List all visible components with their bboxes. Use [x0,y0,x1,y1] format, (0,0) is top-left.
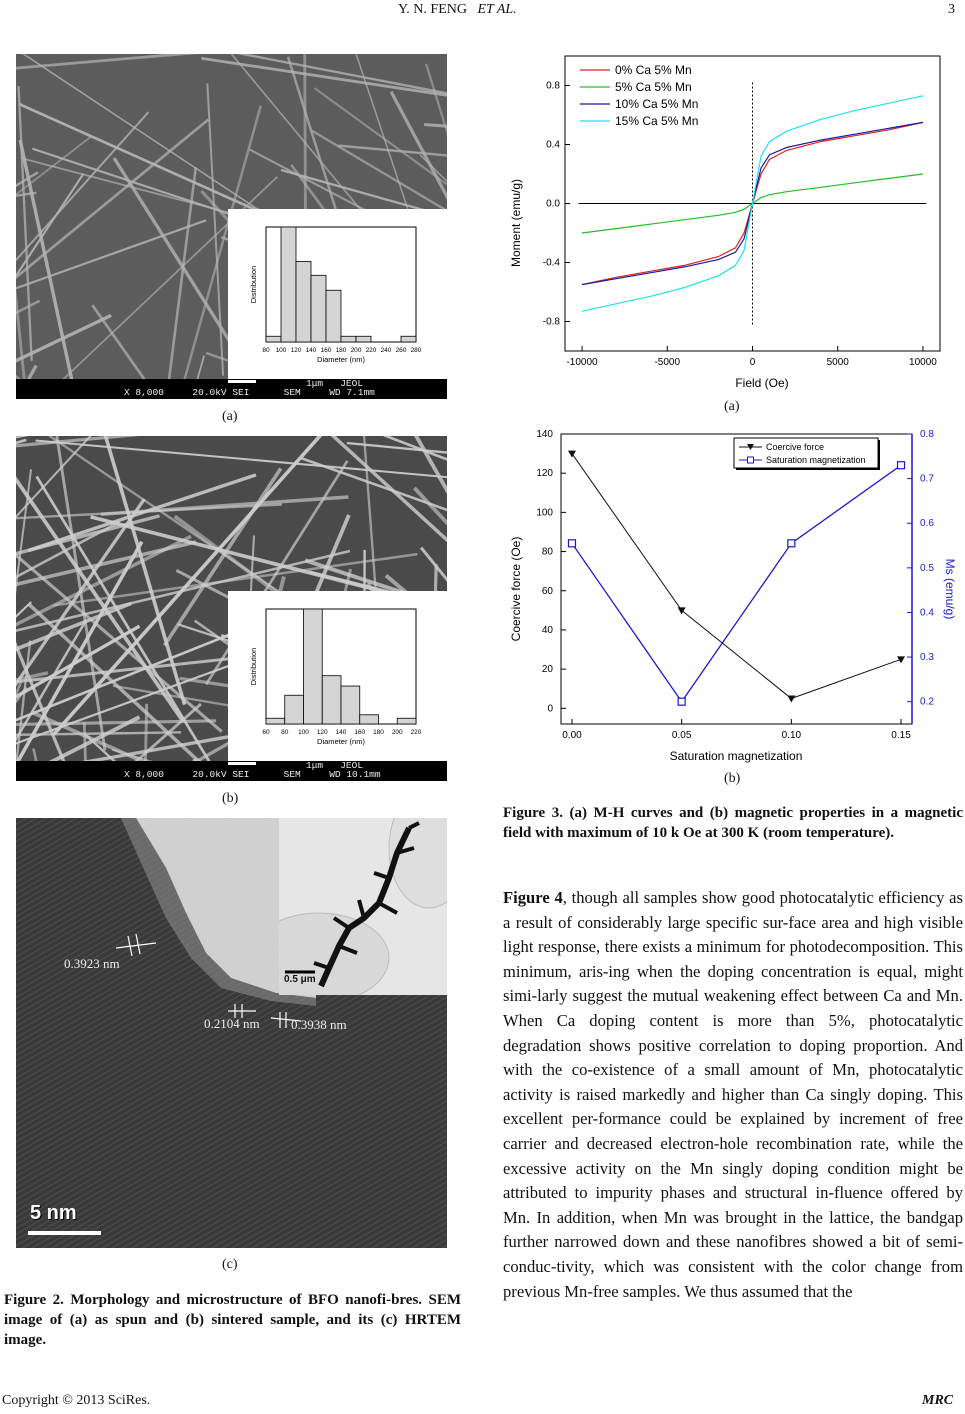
sem-info-bar-a [16,379,447,399]
footer-copyright: Copyright © 2013 SciRes. [2,1393,151,1408]
mp-xtick-label: 0.00 [562,730,582,741]
histogram-xlabel: Diameter (nm) [317,355,365,364]
mh-ytick-label: 0.0 [546,198,560,210]
histogram-tick: 180 [373,729,384,736]
lattice-spacing-3: 0.3938 nm [291,1017,347,1032]
histogram-xlabel: Diameter (nm) [317,737,365,746]
sem-params-b: X 8,000 20.0kV SEI SEM WD 10.1mm [124,769,381,780]
histogram-tick: 140 [335,729,347,736]
tem-inset-scale: 0.5 μm [284,974,316,985]
mp-ytick-label: 40 [541,624,553,636]
mh-legend-label: 10% Ca 5% Mn [615,97,699,111]
mh-legend-label: 5% Ca 5% Mn [615,80,692,94]
sem-image-a [16,54,447,399]
mp-ytick-label: 140 [536,429,553,440]
scale-label-b: 1μm JEOL [306,760,364,771]
histogram-tick: 120 [316,729,328,736]
histogram-inset-b [228,591,447,761]
fig3-label-b: (b) [724,771,741,786]
fig3-label-a: (a) [724,399,740,414]
sem-fiber [16,54,17,379]
histogram-tick: 200 [391,729,403,736]
page-number: 3 [948,2,955,17]
mh-xlabel: Field (Oe) [735,376,789,390]
mh-xtick-label: 0 [749,357,756,368]
histogram-bar [341,336,356,342]
scale-bar-b [228,762,256,765]
mh-ytick-label: -0.4 [542,257,560,269]
mp-ms-point [898,462,905,469]
histogram-bar [326,290,341,342]
fig2-label-c: (c) [222,1257,238,1272]
sem-fiber [16,54,196,84]
scale-label-a: 1μm JEOL [306,378,364,389]
hrtem-scale-label: 5 nm [30,1202,77,1224]
sem-fiber [327,436,447,554]
mh-ytick-label: 0.4 [546,139,560,151]
header-authors: Y. N. FENG ET AL. [398,2,517,17]
mp-ms-line [572,465,901,701]
mh-xtick-label: -5000 [654,357,681,368]
hrtem-image [16,818,447,1248]
tem-inset-drawing [279,818,447,995]
histogram-tick: 60 [262,729,270,736]
sem-fiber [201,58,447,106]
mp-y2tick-label: 0.6 [920,518,934,530]
histogram-ylabel: Distribution [249,265,258,304]
histogram-tick: 80 [281,729,289,736]
sem-fiber [28,475,256,551]
figure2-caption: Figure 2. Morphology and microstructure of BFO nanofi-bres. SEM image of (a) as spun and (b) sintered sample, and its (c) HRTEM image. [4,1292,461,1348]
histogram-bar [360,715,379,724]
mp-ms-point [568,540,575,547]
histogram-tick: 160 [354,729,366,736]
mp-coercive-point [568,451,576,458]
body-paragraph [503,886,963,1304]
mp-plot-frame [561,434,912,724]
mp-ytick-label: 0 [547,703,553,715]
histogram-tick: 280 [410,347,422,354]
lattice-spacing-1: 0.3923 nm [64,956,120,971]
mp-ytick-label: 100 [536,507,553,519]
header-etal: ET AL. [477,2,517,17]
histogram-bar [401,336,416,342]
histogram-bar [356,336,371,342]
mp-ytick-label: 80 [541,546,553,558]
histogram-bar [322,676,341,724]
mh-ylabel: Moment (emu/g) [509,178,523,268]
histogram-tick: 100 [275,347,287,354]
histogram-tick: 260 [395,347,407,354]
mh-legend-label: 15% Ca 5% Mn [615,114,699,128]
mp-ytick-label: 60 [541,585,553,597]
sem-fiber [424,124,447,143]
mp-legend-marker [748,457,754,463]
mp-xtick-label: 0.10 [781,730,802,741]
lattice-spacing-2: 0.2104 nm [204,1016,260,1031]
mp-y2tick-label: 0.5 [920,562,934,574]
histogram-tick: 220 [365,347,377,354]
histogram-bar [397,718,416,724]
histogram-tick: 240 [380,347,392,354]
histogram-b [228,591,447,761]
scale-bar-a [228,380,256,383]
mp-coercive-point [787,696,795,703]
mp-y2tick-label: 0.4 [920,607,934,619]
sem-info-bar-b [16,761,447,781]
tem-inset [279,818,447,995]
sem-image-b [16,436,447,781]
mp-ylabel: Coercive force (Oe) [509,536,523,642]
mp-y2tick-label: 0.3 [920,652,934,664]
histogram-bar [311,275,326,342]
magnetic-properties-chart [500,424,965,769]
fig2-label-a: (a) [222,409,238,424]
mp-ms-point [788,540,795,547]
histogram-ylabel: Distribution [249,647,258,686]
mp-legend-label: Coercive force [766,442,825,452]
mh-curve-chart [500,48,955,393]
mh-xtick-label: 5000 [826,357,849,368]
histogram-bar [281,227,296,342]
histogram-tick: 220 [410,729,422,736]
sem-fiber [114,158,246,368]
mh-ytick-label: 0.8 [546,80,560,92]
histogram-tick: 140 [305,347,317,354]
body-text: , though all samples show good photocatalytic efficiency as a result of considerably large specific sur-face area and high visible light response, there exists a minimum for photodecomposition. This minimum, aris-ing when the doping concentration is equal, might simi-larly suggest the mutual weakening effect between Ca and Mn. When Ca doping content is more than 5%, photocatalytic degradation shows positive correlation to doping proportion. And with the co-existence of a small amount of Mn, photocatalytic activity is raised markedly and higher than Ca singly doping. This excellent per-formance could be explained by increment of free carrier and decreased electron-hole recombination rate, while the excessive activity on the Mn singly doping condition might be attributed to impurity phases and structural in-fluence offered by Mn. In addition, when Mn was brought in the lattice, the bandgap further narrowed down and these nanofibres showed a bit of semi-conduc-tivity, which was consistent with the color change from previous Mn-free samples. We thus assumed that the [503,888,964,1301]
histogram-a [228,209,447,379]
fig2-label-b: (b) [222,791,239,806]
histogram-tick: 200 [350,347,362,354]
histogram-bar [266,718,285,724]
footer-journal: MRC [922,1393,954,1408]
mp-coercive-line [572,454,901,699]
mp-xtick-label: 0.15 [891,730,911,741]
mh-xtick-label: 10000 [909,357,937,368]
mh-xtick-label: -10000 [566,357,598,368]
histogram-tick: 120 [290,347,302,354]
mp-xlabel: Saturation magnetization [669,749,803,763]
histogram-bar [296,262,311,343]
mh-legend-label: 0% Ca 5% Mn [615,63,692,77]
mh-ytick-label: -0.8 [542,316,560,328]
mp-y2label: Ms (emu/g) [943,558,957,620]
sem-fiber [16,366,36,379]
histogram-inset-a [228,209,447,379]
figure4-reference[interactable]: Figure 4 [503,888,563,907]
histogram-tick: 180 [335,347,347,354]
histogram-tick: 80 [262,347,270,354]
mp-ytick-label: 120 [536,468,553,480]
sem-fiber [141,54,447,114]
histogram-tick: 160 [320,347,332,354]
histogram-bar [304,609,323,724]
mp-legend-label: Saturation magnetization [766,455,866,465]
histogram-bar [266,336,281,342]
sem-fiber [19,86,32,361]
histogram-tick: 100 [298,729,309,736]
sem-fiber [17,54,260,211]
mp-y2tick-label: 0.8 [920,429,934,440]
figure3-caption: Figure 3. (a) M-H curves and (b) magnetic properties in a magnetic field with maximum of 10 k Oe at 300 K (room temperature). [503,805,963,841]
mp-ms-point [678,698,685,705]
histogram-bar [341,686,360,724]
mp-xtick-label: 0.05 [671,730,692,741]
mp-y2tick-label: 0.2 [920,696,934,708]
mp-coercive-point [678,607,686,614]
mp-ytick-label: 20 [541,664,553,676]
mp-y2tick-label: 0.7 [920,473,934,485]
histogram-bar [285,695,304,724]
sem-params-a: X 8,000 20.0kV SEI SEM WD 7.1mm [124,387,375,398]
